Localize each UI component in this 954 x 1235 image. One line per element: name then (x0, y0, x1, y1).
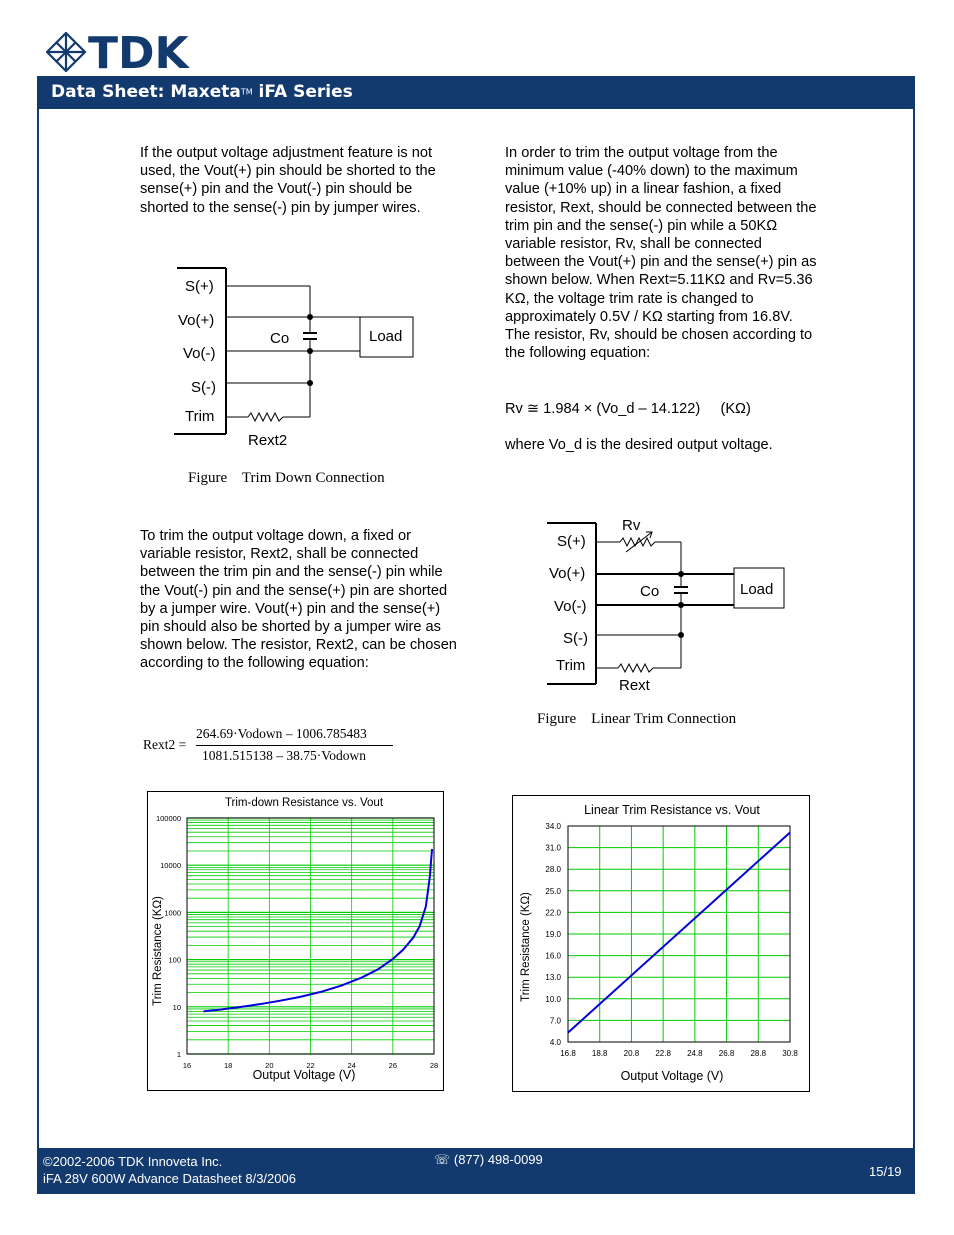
chart2-y-tick-label: 19.0 (545, 930, 561, 939)
chart1-x-tick-label: 22 (306, 1061, 315, 1070)
pin2-label-s-minus: S(-) (563, 630, 588, 647)
chart2-y-tick-label: 25.0 (545, 886, 561, 896)
pin2-label-trim: Trim (556, 657, 586, 674)
pin-label-s-plus: S(+) (185, 278, 214, 295)
chart1-xlabel: Output Voltage (V) (252, 1068, 356, 1082)
load-label: Load (369, 328, 403, 345)
chart1-x-tick-label: 20 (265, 1061, 274, 1070)
pin-label-trim: Trim (185, 408, 215, 425)
footer-bar (37, 1148, 915, 1194)
tdk-logo (46, 32, 214, 72)
chart2-x-tick-label: 26.8 (718, 1049, 735, 1058)
chart1-x-tick-label: 18 (223, 1061, 233, 1070)
chart2-x-tick-label: 28.8 (750, 1049, 767, 1058)
chart2-x-tick-label: 18.8 (591, 1049, 608, 1058)
chart1-y-tick-label: 1 (176, 1050, 181, 1059)
chart2-y-tick-label: 4.0 (549, 1038, 561, 1047)
resistor-label: Rext2 (248, 432, 288, 449)
footer-page-number: 15/19 (869, 1164, 902, 1179)
pin2-label-vo-plus: Vo(+) (549, 565, 586, 582)
capacitor-label: Co (270, 330, 290, 347)
footer-phone: ☏ (877) 498-0099 (434, 1152, 543, 1167)
chart1-y-tick-label: 100000 (155, 814, 181, 823)
chart2-xlabel: Output Voltage (V) (620, 1069, 724, 1083)
chart1-ylabel: Trim Resistance (KΩ) (152, 896, 164, 1006)
pin2-label-vo-minus: Vo(-) (554, 598, 587, 615)
chart1-y-tick-label: 10 (172, 1002, 181, 1012)
left-intro-paragraph: If the output voltage adjustment feature is not used, the Vout(+) pin should be shorted to the sense(+) pin and the Vout(-) pin should be shorted to the sense(-) pin by jumper wires. (140, 145, 436, 216)
chart1-x-tick-label: 24 (347, 1061, 356, 1070)
chart2-x-tick-label: 24.8 (687, 1049, 703, 1058)
chart1-x-tick-label: 26 (388, 1061, 398, 1070)
rext2-equation-denominator: 1081.515138 – 38.75·Vodown (202, 748, 367, 763)
load2-label: Load (740, 581, 774, 598)
chart1-title: Trim-down Resistance vs. Vout (224, 797, 384, 809)
chart1-y-tick-label: 10000 (160, 861, 181, 871)
chart2-y-tick-label: 22.0 (545, 908, 561, 918)
where-text: where Vo_d is the desired output voltage. (505, 437, 773, 453)
right-intro-paragraph: In order to trim the output voltage from the minimum value (-40% down) to the maximum value (+10% up) in a linear fashion, a fixed resistor, Rext, should be connected between the trim pin and the sense(-) pin while a 50KΩ variable resistor, Rv, shall be connected between the Vout(+) pin and the sense(+) pin as shown below. When Rext=5.11KΩ and Rv=5.36 KΩ, the voltage trim rate is changed to approximately 0.5V / KΩ starting from 16.8V. The resistor, Rv, should be chosen according to the following equation: (505, 145, 817, 362)
linear-trim-circuit (540, 512, 800, 697)
fraction-bar (196, 745, 393, 746)
trim-down-paragraph: To trim the output voltage down, a fixed or variable resistor, Rext2, shall be connected between the trim pin and the sense(-) pin while the Vout(-) pin and the sense(+) pin are shorted by a jumper wire. Vout(+) pin and the sense(+) pin should also be shorted by a jumper wire as shown below. The resistor, Rext2, can be chosen according to the following equation: (140, 528, 457, 672)
chart1-y-tick-label: 1000 (164, 908, 181, 918)
frame-left (37, 109, 39, 1194)
chart2-x-tick-label: 30.8 (782, 1049, 798, 1058)
chart2-ylabel: Trim Resistance (KΩ) (520, 892, 532, 1002)
trim-down-circuit (160, 262, 430, 452)
chart2-y-tick-label: 16.0 (545, 951, 561, 961)
chart1-x-tick-label: 16 (182, 1061, 192, 1070)
linear-trim-chart (512, 795, 810, 1092)
chart2-title: Linear Trim Resistance vs. Vout (584, 803, 760, 817)
chart2-y-tick-label: 31.0 (545, 843, 561, 853)
pin2-label-s-plus: S(+) (557, 533, 586, 550)
footer-doc-info: iFA 28V 600W Advance Datasheet 8/3/2006 (43, 1171, 296, 1186)
chart1-x-tick-label: 28 (429, 1061, 439, 1070)
chart2-x-tick-label: 16.8 (560, 1049, 576, 1058)
trim-down-chart (147, 791, 444, 1091)
chart2-y-tick-label: 7.0 (549, 1016, 561, 1026)
capacitor2-label: Co (640, 583, 660, 600)
resistor2-label: Rext (619, 677, 650, 694)
chart2-y-tick-label: 13.0 (545, 973, 561, 983)
tdk-emblem-icon (47, 33, 85, 71)
chart1-y-tick-label: 100 (168, 955, 181, 965)
chart2-x-tick-label: 22.8 (655, 1049, 671, 1058)
header-bar (37, 76, 915, 109)
rv-label: Rv (622, 517, 641, 534)
rext2-equation-lhs: Rext2 = (143, 737, 187, 752)
figure-caption-trim-down: Figure Trim Down Connection (188, 470, 385, 486)
pin-label-vo-plus: Vo(+) (178, 312, 215, 329)
chart2-y-tick-label: 10.0 (545, 994, 561, 1004)
frame-right (913, 109, 915, 1194)
chart2-x-tick-label: 20.8 (623, 1049, 640, 1058)
chart2-y-tick-label: 28.0 (545, 865, 561, 875)
pin-label-s-minus: S(-) (191, 379, 216, 396)
figure-caption-linear-trim: Figure Linear Trim Connection (537, 711, 737, 727)
pin-label-vo-minus: Vo(-) (183, 345, 216, 362)
footer-copyright: ©2002-2006 TDK Innoveta Inc. (43, 1154, 223, 1169)
logo-text: TDK (88, 32, 189, 72)
page-title: Data Sheet: MaxetaTM iFA Series (51, 82, 353, 102)
rext2-equation-numerator: 264.69·Vodown – 1006.785483 (196, 726, 367, 741)
chart2-y-tick-label: 34.0 (545, 822, 561, 831)
rv-equation: Rv ≅ 1.984 × (Vo_d – 14.122) (KΩ) (505, 401, 751, 417)
